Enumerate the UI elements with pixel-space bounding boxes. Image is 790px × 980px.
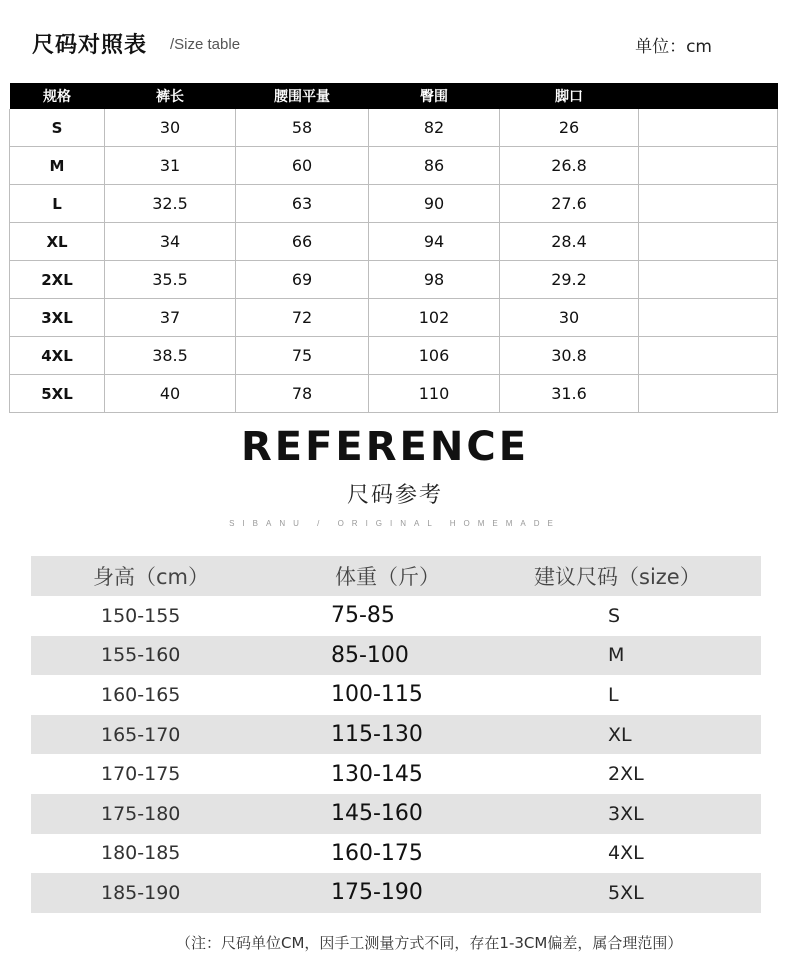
value-cell: 38.5 [105,337,236,375]
value-cell [639,109,778,147]
value-cell: 102 [369,299,500,337]
value-cell: 82 [369,109,500,147]
value-cell: 30 [500,299,639,337]
weight-cell: 130-145 [331,761,423,787]
list-item [31,834,761,874]
size-cell: L [10,185,105,223]
height-cell: 175-180 [101,802,181,825]
table-row [10,299,778,337]
suggested-size-cell: 5XL [608,881,644,904]
value-cell: 69 [236,261,369,299]
size-table [9,83,778,413]
size-table-header [10,83,778,109]
table-row [10,147,778,185]
height-cell: 180-185 [101,842,181,865]
weight-cell: 85-100 [331,642,409,668]
size-cell: 2XL [10,261,105,299]
value-cell: 110 [369,375,500,413]
value-cell [639,223,778,261]
value-cell: 26 [500,109,639,147]
height-cell: 170-175 [101,763,181,786]
suggested-size-cell: M [608,644,625,667]
suggested-size-cell: 4XL [608,842,644,865]
value-cell: 66 [236,223,369,261]
value-cell: 40 [105,375,236,413]
size-cell: 4XL [10,337,105,375]
list-item [31,636,761,676]
unit-label: 单位：cm [635,37,712,57]
list-item [31,596,761,636]
table-row [10,185,778,223]
weight-cell: 160-175 [331,840,423,866]
size-cell: 3XL [10,299,105,337]
suggested-size-cell: XL [608,723,632,746]
suggested-size-cell: 3XL [608,802,644,825]
list-item [31,873,761,913]
page-subtitle: /Size table [170,36,241,53]
value-cell: 30.8 [500,337,639,375]
size-cell: M [10,147,105,185]
value-cell [639,261,778,299]
reference-title: REFERENCE [240,424,530,470]
list-item [31,715,761,755]
height-cell: 160-165 [101,683,181,706]
value-cell: 86 [369,147,500,185]
header-height: 身高（cm） [93,565,210,589]
height-cell: 150-155 [101,604,181,627]
header-cell-length: 裤长 [105,83,236,109]
suggested-size-cell: L [608,683,619,706]
table-row [10,337,778,375]
table-row [10,223,778,261]
value-cell: 94 [369,223,500,261]
list-item [31,675,761,715]
value-cell: 27.6 [500,185,639,223]
reference-subtitle: 尺码参考 [346,483,443,508]
list-item [31,754,761,794]
value-cell [639,375,778,413]
value-cell: 26.8 [500,147,639,185]
height-cell: 155-160 [101,644,181,667]
reference-table-header [31,556,761,596]
value-cell: 63 [236,185,369,223]
value-cell: 28.4 [500,223,639,261]
header-cell-size: 规格 [10,83,105,109]
value-cell: 29.2 [500,261,639,299]
table-row [10,261,778,299]
table-row [10,109,778,147]
weight-cell: 100-115 [331,682,423,708]
header-cell-empty [639,83,778,109]
page-title: 尺码对照表 [32,33,148,58]
header-cell-hip: 臀围 [369,83,500,109]
value-cell: 75 [236,337,369,375]
value-cell: 72 [236,299,369,337]
value-cell: 30 [105,109,236,147]
value-cell: 60 [236,147,369,185]
height-cell: 165-170 [101,723,181,746]
weight-cell: 75-85 [331,603,395,629]
suggested-size-cell: 2XL [608,763,644,786]
reference-tagline: SIBANU / ORIGINAL HOMEMADE [229,519,561,528]
value-cell: 98 [369,261,500,299]
value-cell: 90 [369,185,500,223]
weight-cell: 175-190 [331,880,423,906]
size-table-body [10,109,778,413]
value-cell: 34 [105,223,236,261]
list-item [31,794,761,834]
size-cell: S [10,109,105,147]
value-cell: 78 [236,375,369,413]
value-cell [639,299,778,337]
measurement-note: （注：尺码单位CM，因手工测量方式不同，存在1-3CM偏差，属合理范围） [176,934,683,952]
header-weight: 体重（斤） [335,565,440,589]
value-cell: 31 [105,147,236,185]
value-cell: 37 [105,299,236,337]
value-cell: 35.5 [105,261,236,299]
header-suggested-size: 建议尺码（size） [534,565,701,589]
value-cell [639,147,778,185]
value-cell: 31.6 [500,375,639,413]
reference-table-body [31,596,761,913]
value-cell: 58 [236,109,369,147]
value-cell: 32.5 [105,185,236,223]
header-cell-waist: 腰围平量 [236,83,369,109]
header-cell-hem: 脚口 [500,83,639,109]
size-cell: XL [10,223,105,261]
value-cell [639,337,778,375]
reference-table [31,556,761,913]
value-cell [639,185,778,223]
weight-cell: 145-160 [331,801,423,827]
size-cell: 5XL [10,375,105,413]
suggested-size-cell: S [608,604,621,627]
header [32,28,762,62]
value-cell: 106 [369,337,500,375]
weight-cell: 115-130 [331,722,423,748]
height-cell: 185-190 [101,881,181,904]
table-row [10,375,778,413]
